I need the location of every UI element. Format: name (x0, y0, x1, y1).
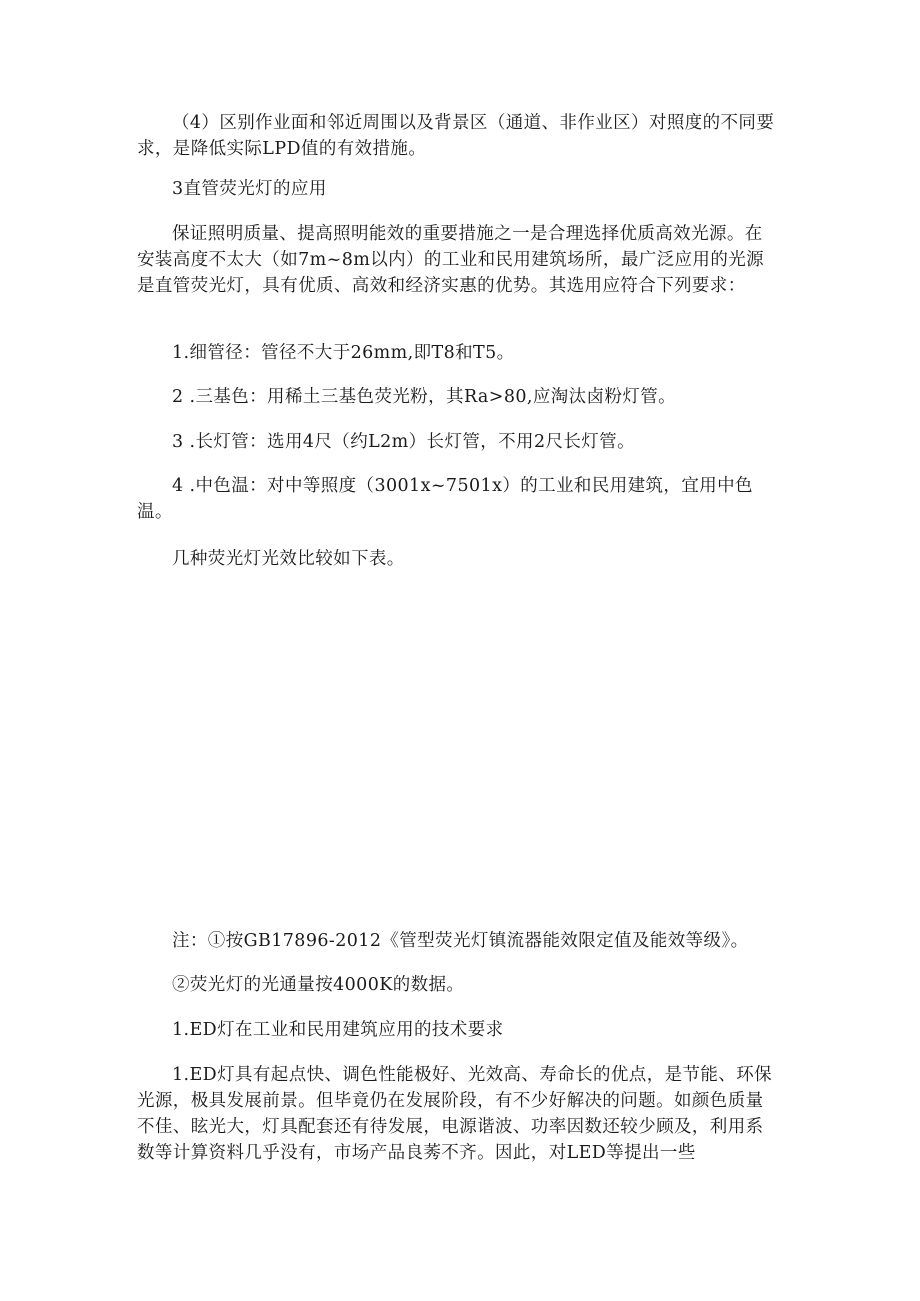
note-luminous-flux: ②荧光灯的光通量按4000K的数据。 (172, 975, 465, 995)
list-item-color-temperature: 4 .中色温：对中等照度（3001x~7501x）的工业和民用建筑，宜用中色温。 (137, 476, 753, 522)
list-item-long-tube: 3 .长灯管：选用4尺（约L2m）长灯管，不用2尺长灯管。 (172, 432, 635, 452)
paragraph-lpd-measure: （4）区别作业面和邻近周围以及背景区（通道、非作业区）对照度的不同要求，是降低实际LPD值的有效措施。 (137, 113, 775, 159)
list-item-tricolor: 2 .三基色：用稀土三基色荧光粉，其Ra>80,应淘汰卤粉灯管。 (172, 387, 677, 407)
note-standard: 注：①按GB17896-2012《管型荧光灯镇流器能效限定值及能效等级》。 (172, 931, 749, 951)
paragraph-led-advantages: 1.ED灯具有起点快、调色性能极好、光效高、寿命长的优点，是节能、环保光源，极具发展前景。但毕竟仍在发展阶段，有不少好解决的问题。如颜色质量不佳、眩光大，灯具配套还有待发展，电源谐波、功率因数还较少顾及，利用系数等计算资料几乎没有，市场产品良莠不齐。因此，对LED等提出一些 (137, 1065, 772, 1163)
section-heading-fluorescent: 3直管荧光灯的应用 (172, 179, 327, 199)
paragraph-light-source-selection: 保证照明质量、提高照明能效的重要措施之一是合理选择优质高效光源。在安装高度不太大（如7m~8m以内）的工业和民用建筑场所，最广泛应用的光源是直管荧光灯，具有优质、高效和经济实惠的优势。其选用应符合下列要求： (137, 224, 765, 296)
list-item-thin-tube: 1.细管径：管径不大于26mm,即T8和T5。 (172, 343, 515, 363)
paragraph-table-intro: 几种荧光灯光效比较如下表。 (172, 549, 405, 569)
section-heading-led: 1.ED灯在工业和民用建筑应用的技术要求 (172, 1020, 504, 1040)
